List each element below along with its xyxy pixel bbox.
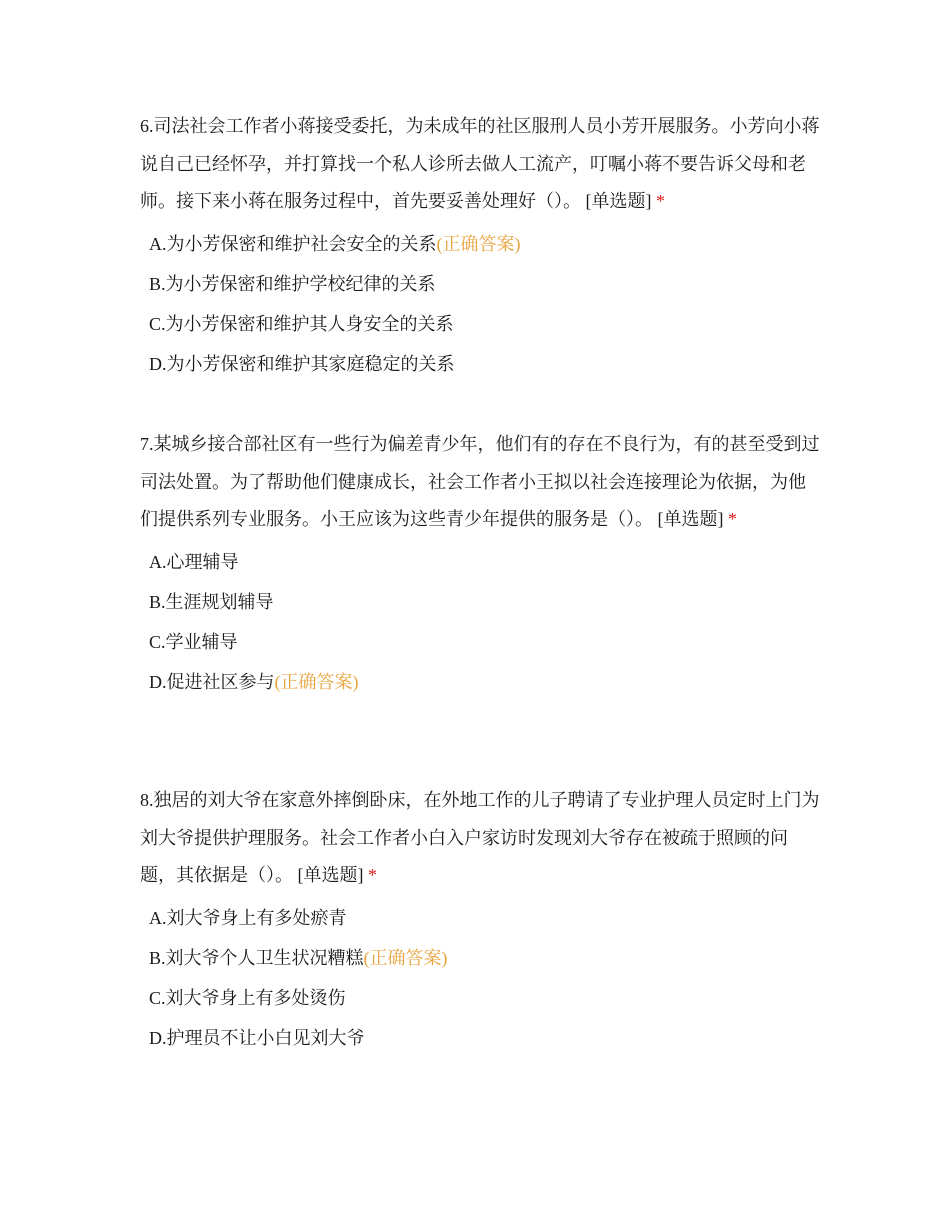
option-text: B.为小芳保密和维护学校纪律的关系 xyxy=(149,273,436,294)
question-stem xyxy=(140,426,820,539)
option-d[interactable] xyxy=(149,1018,820,1058)
option-text: A.为小芳保密和维护社会安全的关系 xyxy=(149,233,437,254)
option-text: B.生涯规划辅导 xyxy=(149,591,274,612)
question-7 xyxy=(140,426,820,702)
option-b[interactable] xyxy=(149,582,820,622)
option-b[interactable] xyxy=(149,938,820,978)
question-text: 7.某城乡接合部社区有一些行为偏差青少年，他们有的存在不良行为，有的甚至受到过司法处置。为了帮助他们健康成长，社会工作者小王拟以社会连接理论为依据，为他们提供系列专业服务。小王应该为这些青少年提供的服务是（）。 xyxy=(140,434,820,529)
option-a[interactable] xyxy=(149,224,820,264)
option-b[interactable] xyxy=(149,264,820,304)
correct-answer-label: (正确答案) xyxy=(436,233,521,254)
option-text: A.心理辅导 xyxy=(149,551,239,572)
correct-answer-label: (正确答案) xyxy=(363,947,448,968)
option-a[interactable] xyxy=(149,542,820,582)
required-mark: * xyxy=(656,191,665,211)
option-text: C.刘大爷身上有多处烫伤 xyxy=(149,987,346,1008)
question-type-tag: [单选题] xyxy=(585,191,652,211)
required-mark: * xyxy=(728,509,737,529)
option-c[interactable] xyxy=(149,304,820,344)
option-c[interactable] xyxy=(149,978,820,1018)
option-text: C.为小芳保密和维护其人身安全的关系 xyxy=(149,313,454,334)
question-type-tag: [单选题] xyxy=(297,865,364,885)
option-text: D.为小芳保密和维护其家庭稳定的关系 xyxy=(149,353,455,374)
option-text: B.刘大爷个人卫生状况糟糕 xyxy=(149,947,364,968)
question-stem xyxy=(140,782,820,895)
option-text: C.学业辅导 xyxy=(149,631,238,652)
option-list xyxy=(140,898,820,1058)
option-c[interactable] xyxy=(149,622,820,662)
option-text: D.护理员不让小白见刘大爷 xyxy=(149,1027,365,1048)
question-stem xyxy=(140,108,820,221)
option-list xyxy=(140,224,820,384)
question-type-tag: [单选题] xyxy=(657,509,724,529)
required-mark: * xyxy=(368,865,377,885)
option-d[interactable] xyxy=(149,344,820,384)
question-8 xyxy=(140,782,820,1058)
option-text: D.促进社区参与 xyxy=(149,671,275,692)
question-text: 8.独居的刘大爷在家意外摔倒卧床，在外地工作的儿子聘请了专业护理人员定时上门为刘大爷提供护理服务。社会工作者小白入户家访时发现刘大爷存在被疏于照顾的问题，其依据是（）。 xyxy=(140,790,820,885)
question-6 xyxy=(140,108,820,384)
option-a[interactable] xyxy=(149,898,820,938)
correct-answer-label: (正确答案) xyxy=(274,671,359,692)
option-list xyxy=(140,542,820,702)
option-d[interactable] xyxy=(149,662,820,702)
option-text: A.刘大爷身上有多处瘀青 xyxy=(149,907,347,928)
question-text: 6.司法社会工作者小蒋接受委托，为未成年的社区服刑人员小芳开展服务。小芳向小蒋说自己已经怀孕，并打算找一个私人诊所去做人工流产，叮嘱小蒋不要告诉父母和老师。接下来小蒋在服务过程中，首先要妥善处理好（）。 xyxy=(140,116,820,211)
